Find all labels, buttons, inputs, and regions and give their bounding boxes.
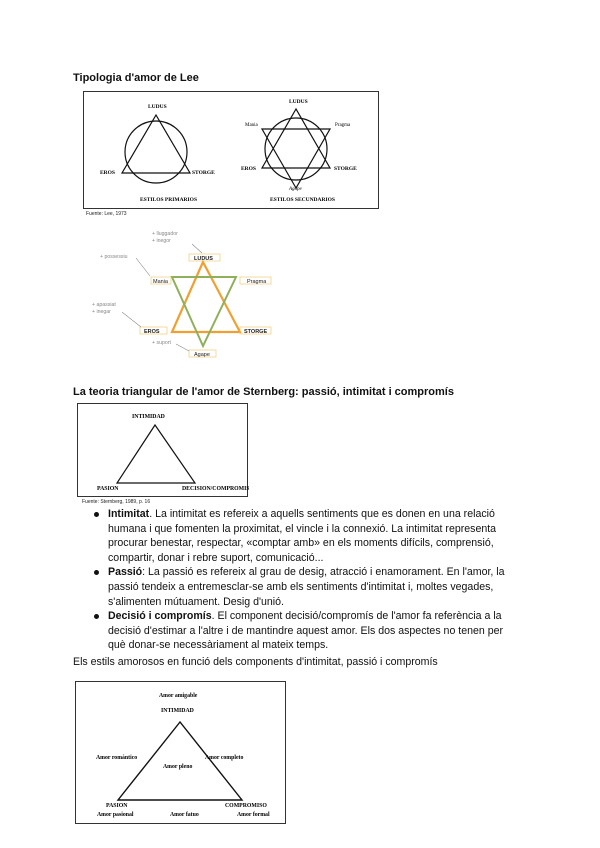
- lee-star-diagram: [86, 226, 286, 362]
- sternberg-figure: [77, 403, 248, 497]
- note-top-2: + inegor: [152, 238, 171, 244]
- star-eros: EROS: [144, 329, 160, 335]
- star-storge: STORGE: [244, 329, 268, 335]
- note-lower-2: + inegar: [92, 309, 111, 315]
- orange-triangle: [172, 262, 240, 332]
- label-decision: DECISION/COMPROMISO: [182, 486, 249, 492]
- components-list: [88, 507, 514, 653]
- label-primarios: ESTILOS PRIMARIOS: [140, 197, 198, 203]
- styles-paragraph: Els estils amorosos en funció dels components d'intimitat, passió i compromís: [73, 656, 438, 668]
- label-amor-pasional: Amor pasional: [97, 812, 134, 818]
- label-ludus: LUDUS: [148, 104, 167, 110]
- label-ludus2: LUDUS: [289, 99, 308, 105]
- term-intimitat: Intimitat: [108, 508, 150, 520]
- primary-triangle: [122, 115, 190, 173]
- label-amor-romantico: Amor romántico: [96, 755, 138, 761]
- text-passio: : La passió es refereix al grau de desig, atracció i enamorament. En l'amor, la passió tendeix a entremesclar-se amb els sentiments d'intimitat i, moltes vegades, s'alimenten mútuament. Desig d'unió.: [108, 566, 505, 608]
- list-item: [88, 507, 514, 565]
- term-passio: Passió: [108, 566, 143, 579]
- star-pragma: Pragma: [247, 279, 267, 285]
- label-eros: EROS: [100, 170, 115, 176]
- star-ludus: LUDUS: [194, 256, 213, 262]
- label-intimidad-3: INTIMIDAD: [161, 708, 194, 714]
- label-amor-pleno: Amor pleno: [163, 764, 193, 770]
- label-amor-formal: Amor formal: [237, 812, 270, 818]
- source-lee: Fuente: Lee, 1973: [86, 211, 127, 217]
- love-styles-figure: [75, 681, 286, 824]
- label-intimidad: INTIMIDAD: [132, 414, 165, 420]
- love-styles-diagram: [76, 682, 287, 825]
- label-mania: Mania: [245, 123, 258, 128]
- label-storge: STORGE: [192, 170, 215, 176]
- label-pasion: PASION: [97, 486, 119, 492]
- note-left-1: + possessiu: [100, 254, 128, 260]
- list-item: [88, 609, 514, 653]
- note-bottom-1: + suport: [152, 340, 171, 346]
- lee-styles-figure: [83, 91, 379, 209]
- label-eros2: EROS: [241, 166, 256, 172]
- text-decisio: . El component decisió/compromís de l'amor fa referència a la decisió d'estimar a l'altre i de mantindre aquest amor. Els dos aspectes no tenen per què donar-se necessàriament al mateix temps.: [108, 610, 504, 652]
- label-amor-fatuo: Amor fatuo: [170, 812, 199, 818]
- star-mania: Mania: [153, 279, 168, 285]
- list-item: [88, 565, 514, 609]
- source-sternberg: Fuente: Sternberg, 1989, p. 16: [82, 499, 151, 505]
- label-agape: Agape: [289, 187, 302, 192]
- secondary-circle: [265, 118, 327, 180]
- label-compromiso: COMPROMISO: [225, 803, 267, 809]
- term-decisio: Decisió i compromís: [108, 610, 212, 623]
- note-lower-1: + apassiat: [92, 302, 116, 308]
- label-pragma: Pragma: [335, 123, 351, 128]
- label-secundarios: ESTILOS SECUNDARIOS: [270, 197, 335, 203]
- star-agape: Agape: [194, 352, 210, 358]
- secondary-triangle-down: [262, 129, 330, 188]
- label-pasion-3: PASION: [106, 803, 128, 809]
- sternberg-diagram: [78, 404, 249, 498]
- lee-star-figure: [86, 226, 286, 362]
- label-amor-completo: Amor completo: [205, 755, 244, 761]
- label-amor-amigable: Amor amigable: [159, 693, 198, 699]
- note-top-1: + lluggador: [152, 231, 178, 237]
- section-title-sternberg: La teoria triangular de l'amor de Sternberg: passió, intimitat i compromís: [73, 386, 454, 398]
- section-title-lee: Tipologia d'amor de Lee: [73, 72, 199, 84]
- label-storge2: STORGE: [334, 166, 357, 172]
- text-intimitat: . La intimitat es refereix a aquells sentiments que es donen en una relació humana i que fomenten la proximitat, el vincle i la connexió. La intimitat representa procurar benestar, respectar, «comptar amb» en els moments difícils, comprensió, compartir, donar i rebre suport, comunicació...: [108, 508, 497, 564]
- lee-styles-diagram: [84, 92, 380, 210]
